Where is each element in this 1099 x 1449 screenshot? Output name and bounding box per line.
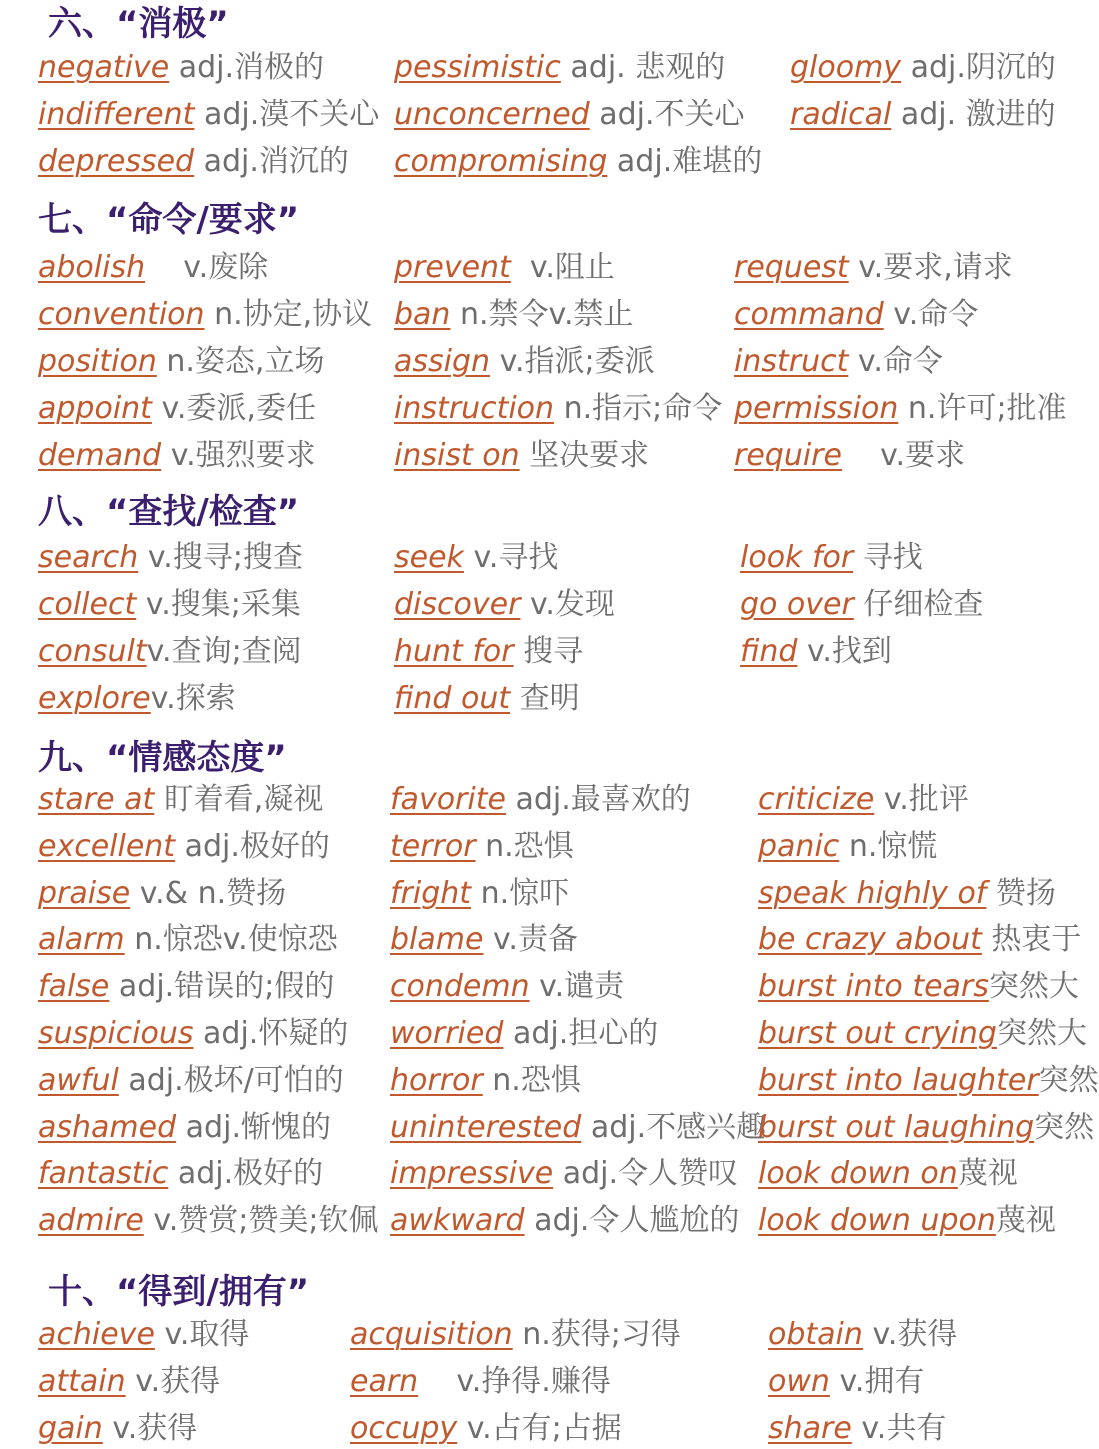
vocab-definition: 寻找 xyxy=(853,540,923,575)
vocab-word: demand xyxy=(38,438,162,473)
vocab-definition: adj.消沉的 xyxy=(194,144,349,179)
vocab-word: burst out laughing xyxy=(758,1109,1035,1145)
vocab-entry xyxy=(394,632,583,672)
vocab-entry xyxy=(740,632,892,672)
vocab-entry xyxy=(734,342,943,382)
vocab-entry xyxy=(390,1108,766,1148)
vocab-word: horror xyxy=(390,1062,483,1098)
vocab-definition: n.许可;批准 xyxy=(898,391,1067,426)
vocab-definition: v.拥有 xyxy=(829,1364,925,1399)
vocab-definition: 坚决要求 xyxy=(519,438,650,473)
vocab-entry xyxy=(38,248,268,288)
vocab-entry xyxy=(758,780,969,820)
vocab-definition: v.赞赏;赞美;钦佩 xyxy=(143,1203,379,1239)
vocab-word: assign xyxy=(394,344,491,379)
vocab-word: awkward xyxy=(390,1203,525,1239)
vocab-word: false xyxy=(38,969,110,1005)
vocab-definition: 突然大 xyxy=(988,969,1079,1005)
vocab-definition: 突然 xyxy=(1034,1109,1095,1145)
vocab-entry xyxy=(758,874,1056,914)
vocab-definition: n.姿态,立场 xyxy=(156,344,325,379)
vocab-entry xyxy=(394,389,722,429)
vocab-entry xyxy=(38,679,236,719)
vocab-entry xyxy=(390,1201,739,1241)
vocab-entry xyxy=(390,920,578,960)
vocab-definition: adj.极好的 xyxy=(168,1156,324,1192)
vocab-definition: 突然 xyxy=(1038,1062,1099,1098)
vocab-word: favorite xyxy=(390,782,506,817)
vocab-word: gloomy xyxy=(790,50,902,85)
vocab-definition: v.命令 xyxy=(883,297,979,332)
vocab-entry xyxy=(38,1154,323,1194)
vocab-word: request xyxy=(734,250,849,285)
vocab-entry xyxy=(734,436,965,476)
section-heading: 七、“命令/要求” xyxy=(38,200,300,240)
vocab-definition: adj.最喜欢的 xyxy=(505,782,691,817)
vocab-word: impressive xyxy=(390,1156,554,1192)
vocab-word: fantastic xyxy=(38,1156,169,1192)
vocab-entry xyxy=(38,389,316,429)
vocab-entry xyxy=(38,1409,197,1449)
vocab-entry xyxy=(394,248,615,288)
vocab-definition: adj.怀疑的 xyxy=(193,1016,349,1051)
vocab-word: look down on xyxy=(758,1156,958,1192)
vocab-word: abolish xyxy=(38,250,146,285)
vocab-entry xyxy=(38,538,303,578)
vocab-definition: adj.不感兴趣 xyxy=(581,1109,767,1145)
vocab-definition: adj.惭愧的 xyxy=(176,1109,331,1145)
vocab-entry xyxy=(38,295,372,335)
vocab-definition: v.要求,请求 xyxy=(848,250,1013,285)
vocab-word: indifferent xyxy=(38,97,195,132)
vocab-definition: adj.错误的;假的 xyxy=(109,969,335,1005)
vocab-entry xyxy=(394,295,634,335)
vocab-entry xyxy=(394,342,655,382)
vocab-word: speak highly of xyxy=(758,875,987,911)
vocab-definition: v.获得 xyxy=(125,1364,221,1399)
vocab-entry xyxy=(394,142,762,182)
vocab-entry xyxy=(38,1014,348,1054)
vocab-entry xyxy=(38,1362,220,1402)
vocab-word: burst into tears xyxy=(758,969,989,1005)
vocab-entry xyxy=(38,342,324,382)
vocab-definition: n.指示;命令 xyxy=(554,391,723,426)
vocab-definition: v.阻止 xyxy=(510,250,615,285)
vocab-definition: n.禁令v.禁止 xyxy=(450,297,634,332)
vocab-definition: n.获得;习得 xyxy=(512,1317,681,1352)
vocab-entry xyxy=(394,679,580,719)
vocab-definition: n.恐惧 xyxy=(475,828,574,864)
vocab-entry xyxy=(390,1061,581,1101)
vocab-entry xyxy=(790,48,1056,88)
vocab-entry xyxy=(394,48,725,88)
vocab-entry xyxy=(758,1061,1099,1101)
vocab-entry xyxy=(758,1201,1056,1241)
vocab-word: go over xyxy=(740,587,854,622)
vocab-definition: adj.担心的 xyxy=(503,1016,659,1051)
vocab-definition: 搜寻 xyxy=(513,634,584,669)
vocab-definition: v.委派,委任 xyxy=(151,391,316,426)
vocab-word: gain xyxy=(38,1411,103,1446)
vocab-definition: adj.难堪的 xyxy=(607,144,763,179)
vocab-entry xyxy=(38,436,316,476)
vocab-word: stare at xyxy=(38,782,155,817)
vocab-definition: v.获得 xyxy=(102,1411,198,1446)
vocab-word: admire xyxy=(38,1203,144,1239)
vocab-definition: v.获得 xyxy=(862,1317,958,1352)
vocab-word: pessimistic xyxy=(394,50,561,85)
vocab-entry xyxy=(734,295,978,335)
section-heading: 十、“得到/拥有” xyxy=(48,1272,310,1312)
vocab-word: unconcerned xyxy=(394,97,590,132)
vocab-definition: v.搜集;采集 xyxy=(136,587,301,622)
vocab-word: hunt for xyxy=(394,634,514,669)
vocab-entry xyxy=(38,1061,344,1101)
section-heading: 六、“消极” xyxy=(48,4,229,44)
vocab-definition: v.谴责 xyxy=(529,969,625,1005)
vocab-entry xyxy=(394,538,558,578)
vocab-definition: 赞扬 xyxy=(986,875,1056,911)
vocab-word: praise xyxy=(38,875,131,911)
vocab-definition: n.惊吓 xyxy=(471,875,570,911)
section-heading: 八、“查找/检查” xyxy=(38,492,300,532)
vocab-definition: v.找到 xyxy=(797,634,892,669)
vocab-definition: 蔑视 xyxy=(957,1156,1018,1192)
vocab-word: panic xyxy=(758,828,840,864)
vocab-entry xyxy=(350,1362,611,1402)
vocab-word: ashamed xyxy=(38,1109,177,1145)
vocab-entry xyxy=(790,95,1056,135)
vocab-word: position xyxy=(38,344,157,379)
vocab-entry xyxy=(758,1108,1094,1148)
vocab-entry xyxy=(38,780,323,820)
vocab-word: acquisition xyxy=(350,1317,513,1352)
vocab-entry xyxy=(38,1201,379,1241)
vocab-word: consult xyxy=(38,634,147,669)
vocab-word: fright xyxy=(390,875,472,911)
vocab-word: burst out crying xyxy=(758,1016,997,1051)
vocab-entry xyxy=(390,1014,658,1054)
vocab-word: terror xyxy=(390,828,476,864)
vocab-definition: v.废除 xyxy=(145,250,269,285)
vocab-word: excellent xyxy=(38,828,176,864)
section-heading: 九、“情感态度” xyxy=(38,738,287,778)
vocab-entry xyxy=(394,585,615,625)
vocab-entry xyxy=(38,585,301,625)
vocab-word: explore xyxy=(38,681,151,716)
vocab-definition: v.指派;委派 xyxy=(490,344,655,379)
vocab-entry xyxy=(38,1315,249,1355)
vocab-entry xyxy=(390,780,691,820)
vocab-entry xyxy=(758,1154,1018,1194)
vocab-word: permission xyxy=(734,391,899,426)
vocab-word: seek xyxy=(394,540,464,575)
vocab-definition: v.搜寻;搜查 xyxy=(138,540,303,575)
vocab-definition: adj.不关心 xyxy=(589,97,745,132)
vocab-definition: v.责备 xyxy=(483,922,578,958)
vocab-entry xyxy=(758,967,1079,1007)
vocab-word: blame xyxy=(390,922,484,958)
vocab-word: negative xyxy=(38,50,170,85)
vocab-definition: v.命令 xyxy=(848,344,943,379)
vocab-entry xyxy=(734,389,1067,429)
vocab-entry xyxy=(394,95,745,135)
vocab-definition: 突然大 xyxy=(996,1016,1087,1051)
vocab-word: insist on xyxy=(394,438,520,473)
vocab-word: find out xyxy=(394,681,511,716)
vocab-word: own xyxy=(768,1364,830,1399)
vocab-word: achieve xyxy=(38,1317,155,1352)
vocab-word: instruct xyxy=(734,344,849,379)
vocab-entry xyxy=(758,920,1081,960)
vocab-word: obtain xyxy=(768,1317,863,1352)
vocab-definition: v.挣得.赚得 xyxy=(418,1364,611,1399)
vocab-entry xyxy=(390,967,624,1007)
vocab-definition: v.共有 xyxy=(851,1411,947,1446)
vocab-word: alarm xyxy=(38,922,125,958)
vocab-word: ban xyxy=(394,297,451,332)
vocab-definition: v.探索 xyxy=(150,681,236,716)
vocab-entry xyxy=(390,827,574,867)
vocab-definition: n.恐惧 xyxy=(482,1062,581,1098)
vocab-definition: 查明 xyxy=(510,681,580,716)
vocab-definition: 热衷于 xyxy=(981,922,1082,958)
vocab-word: awful xyxy=(38,1062,119,1098)
vocab-definition: adj. 激进的 xyxy=(891,97,1056,132)
vocab-definition: adj.极好的 xyxy=(175,828,330,864)
vocab-word: look down upon xyxy=(758,1203,996,1239)
vocab-word: instruction xyxy=(394,391,555,426)
vocab-definition: 蔑视 xyxy=(995,1203,1056,1239)
vocab-entry xyxy=(758,1014,1087,1054)
vocab-word: search xyxy=(38,540,139,575)
vocab-word: occupy xyxy=(350,1411,458,1446)
vocab-word: share xyxy=(768,1411,852,1446)
vocab-entry xyxy=(38,142,349,182)
vocab-word: worried xyxy=(390,1016,504,1051)
vocab-word: prevent xyxy=(394,250,511,285)
vocab-definition: adj.消极的 xyxy=(169,50,325,85)
vocab-definition: adj.阴沉的 xyxy=(901,50,1056,85)
vocab-word: find xyxy=(740,634,798,669)
vocab-word: convention xyxy=(38,297,205,332)
vocab-entry xyxy=(38,967,334,1007)
vocab-definition: 盯着看,凝视 xyxy=(154,782,324,817)
vocab-definition: v.查询;查阅 xyxy=(146,634,302,669)
vocab-definition: v.取得 xyxy=(154,1317,250,1352)
vocab-word: compromising xyxy=(394,144,608,179)
vocab-definition: n.惊恐v.使惊恐 xyxy=(124,922,338,958)
vocab-entry xyxy=(740,538,923,578)
vocab-entry xyxy=(38,632,302,672)
vocab-definition: v.批评 xyxy=(874,782,969,817)
vocab-word: look for xyxy=(740,540,854,575)
vocab-entry xyxy=(38,920,338,960)
vocab-entry xyxy=(740,585,983,625)
vocab-word: earn xyxy=(350,1364,419,1399)
vocab-definition: v.占有;占据 xyxy=(457,1411,622,1446)
vocab-word: uninterested xyxy=(390,1109,582,1145)
vocab-entry xyxy=(350,1409,622,1449)
vocab-definition: adj.漠不关心 xyxy=(194,97,380,132)
vocab-definition: v.发现 xyxy=(520,587,615,622)
vocab-definition: n.协定,协议 xyxy=(204,297,373,332)
vocab-entry xyxy=(768,1409,946,1449)
vocab-definition: v.要求 xyxy=(841,438,966,473)
vocab-word: condemn xyxy=(390,969,530,1005)
vocab-entry xyxy=(768,1315,957,1355)
vocab-entry xyxy=(38,95,379,135)
vocab-definition: n.惊慌 xyxy=(839,828,938,864)
vocab-entry xyxy=(394,436,649,476)
vocab-word: require xyxy=(734,438,842,473)
vocab-word: command xyxy=(734,297,884,332)
vocab-definition: v.寻找 xyxy=(463,540,559,575)
vocab-definition: v.强烈要求 xyxy=(161,438,316,473)
vocab-entry xyxy=(390,1154,738,1194)
vocab-entry xyxy=(38,874,286,914)
vocab-word: radical xyxy=(790,97,892,132)
vocab-word: suspicious xyxy=(38,1016,194,1051)
vocab-entry xyxy=(758,827,937,867)
vocab-entry xyxy=(38,1108,331,1148)
vocab-word: discover xyxy=(394,587,521,622)
vocab-word: criticize xyxy=(758,782,875,817)
vocab-definition: adj.极坏/可怕的 xyxy=(118,1062,344,1098)
vocab-entry xyxy=(38,48,324,88)
vocab-definition: adj.令人赞叹 xyxy=(553,1156,739,1192)
vocab-word: appoint xyxy=(38,391,152,426)
vocab-entry xyxy=(350,1315,681,1355)
vocab-word: attain xyxy=(38,1364,126,1399)
vocab-word: be crazy about xyxy=(758,922,982,958)
vocab-word: burst into laughter xyxy=(758,1062,1039,1098)
vocab-definition: adj.令人尴尬的 xyxy=(524,1203,740,1239)
vocab-definition: v.& n.赞扬 xyxy=(130,875,287,911)
vocab-word: collect xyxy=(38,587,137,622)
vocab-entry xyxy=(768,1362,924,1402)
vocab-entry xyxy=(390,874,569,914)
vocab-definition: adj. 悲观的 xyxy=(560,50,726,85)
vocab-word: depressed xyxy=(38,144,195,179)
vocab-entry xyxy=(734,248,1013,288)
vocab-entry xyxy=(38,827,330,867)
vocab-definition: 仔细检查 xyxy=(853,587,984,622)
